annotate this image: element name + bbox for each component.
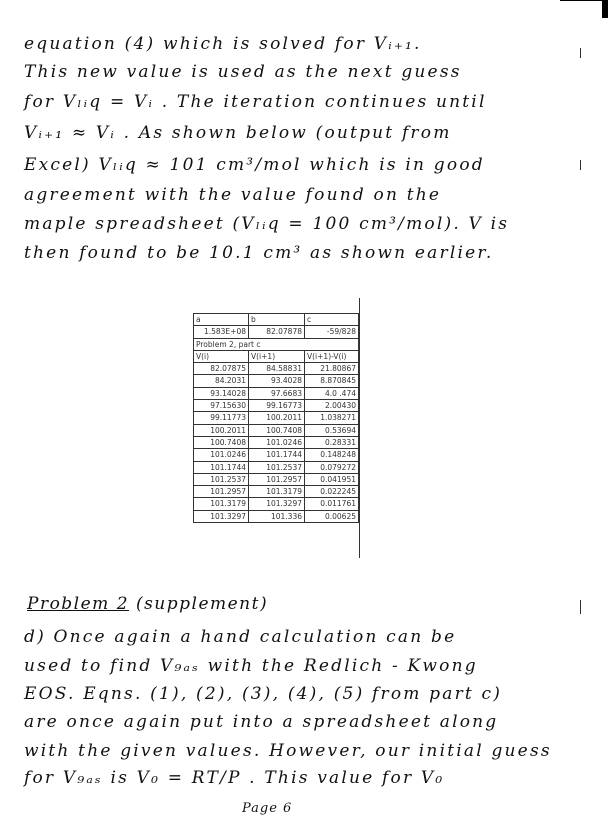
text-line: d) Once again a hand calculation can be: [24, 627, 457, 647]
margin-tick: [580, 160, 581, 170]
sheet-data-row: [193, 400, 359, 412]
text-line: Vᵢ₊₁ ≈ Vᵢ . As shown below (output from: [24, 123, 452, 143]
sheet-cell: 2.00430: [305, 400, 359, 412]
sheet-data-row: [193, 511, 359, 523]
sheet-cell: 82.07875: [193, 363, 249, 375]
sheet-edge-line: [359, 298, 360, 558]
sheet-cell: 99.11773: [193, 412, 249, 424]
sheet-cell: 101.336: [249, 511, 305, 523]
sheet-data-row: [193, 498, 359, 510]
sheet-cell: 100.7408: [249, 425, 305, 437]
sheet-cell: 4.0 .474: [305, 388, 359, 400]
sheet-data-row: [193, 425, 359, 437]
sheet-data-row: [193, 388, 359, 400]
sheet-cell: 101.0246: [249, 437, 305, 449]
sheet-header-cell: c: [305, 314, 359, 326]
sheet-cell: 100.7408: [193, 437, 249, 449]
text-line: agreement with the value found on the: [24, 185, 442, 205]
margin-tick: [580, 600, 581, 614]
sheet-cell: 101.2957: [249, 474, 305, 486]
sheet-cell: 101.1744: [249, 449, 305, 461]
sheet-data-row: [193, 412, 359, 424]
sheet-cell: 0.148248: [305, 449, 359, 461]
sheet-data-row: [193, 363, 359, 375]
sheet-column-header: V(i+1)-V(i): [305, 351, 359, 363]
text-line: used to find V₉ₐₛ with the Redlich - Kwong: [24, 656, 478, 676]
sheet-data-row: [193, 474, 359, 486]
text-line: EOS. Eqns. (1), (2), (3), (4), (5) from part c): [24, 684, 503, 704]
sheet-cell: 101.2537: [193, 474, 249, 486]
sheet-data-row: [193, 486, 359, 498]
sheet-data-row: [193, 375, 359, 387]
corner-mark: [602, 0, 608, 18]
sheet-cell: 0.022245: [305, 486, 359, 498]
text-line: for V₉ₐₛ is V₀ = RT/P . This value for V₀: [24, 768, 445, 788]
sheet-cell: -59/828: [305, 326, 359, 338]
top-edge-line: [560, 0, 608, 1]
text-line: with the given values. However, our initial guess: [24, 741, 552, 761]
sheet-cell: 0.079272: [305, 462, 359, 474]
sheet-columns-row: [193, 351, 359, 363]
text-line: maple spreadsheet (Vₗᵢq = 100 cm³/mol). V is: [24, 214, 510, 234]
sheet-cell: 100.2011: [193, 425, 249, 437]
sheet-header-cell: a: [193, 314, 249, 326]
sheet-params-row: [193, 326, 359, 338]
sheet-title-cell: Problem 2, part c: [193, 339, 359, 351]
sheet-column-header: V(i+1): [249, 351, 305, 363]
heading-title: Problem 2: [27, 594, 130, 614]
sheet-cell: 1.038271: [305, 412, 359, 424]
sheet-cell: 97.6683: [249, 388, 305, 400]
sheet-cell: 101.2957: [193, 486, 249, 498]
sheet-data-row: [193, 437, 359, 449]
text-line: equation (4) which is solved for Vᵢ₊₁.: [24, 34, 422, 54]
heading-suffix: (supplement): [135, 594, 269, 614]
text-line: This new value is used as the next guess: [24, 62, 462, 82]
page-number: Page 6: [242, 801, 293, 816]
sheet-cell: 97.15630: [193, 400, 249, 412]
sheet-cell: 100.2011: [249, 412, 305, 424]
sheet-cell: 101.3179: [193, 498, 249, 510]
sheet-cell: 0.28331: [305, 437, 359, 449]
sheet-title-row: [193, 339, 359, 351]
sheet-cell: 99.16773: [249, 400, 305, 412]
sheet-cell: 1.583E+08: [193, 326, 249, 338]
sheet-data-row: [193, 449, 359, 461]
sheet-cell: 0.041951: [305, 474, 359, 486]
excel-spreadsheet: [193, 313, 359, 523]
text-line: then found to be 10.1 cm³ as shown earlier.: [24, 243, 494, 263]
sheet-data-row: [193, 462, 359, 474]
sheet-cell: 93.4028: [249, 375, 305, 387]
sheet-cell: 101.0246: [193, 449, 249, 461]
sheet-cell: 93.14028: [193, 388, 249, 400]
sheet-cell: 101.1744: [193, 462, 249, 474]
margin-tick: [580, 48, 581, 58]
sheet-cell: 101.2537: [249, 462, 305, 474]
text-line: Excel) Vₗᵢq ≈ 101 cm³/mol which is in good: [24, 155, 485, 175]
sheet-cell: 0.53694: [305, 425, 359, 437]
sheet-header-row: [193, 313, 359, 326]
sheet-cell: 101.3297: [193, 511, 249, 523]
sheet-cell: 8.870845: [305, 375, 359, 387]
problem-heading: [27, 594, 268, 614]
sheet-cell: 21.80867: [305, 363, 359, 375]
text-line: for Vₗᵢq = Vᵢ . The iteration continues until: [24, 92, 487, 112]
sheet-body: [193, 363, 359, 523]
sheet-cell: 82.07878: [249, 326, 305, 338]
sheet-cell: 0.011761: [305, 498, 359, 510]
sheet-column-header: V(i): [193, 351, 249, 363]
sheet-cell: 101.3179: [249, 486, 305, 498]
sheet-cell: 0.00625: [305, 511, 359, 523]
sheet-cell: 84.58831: [249, 363, 305, 375]
text-line: are once again put into a spreadsheet along: [24, 712, 499, 732]
sheet-cell: 84.2031: [193, 375, 249, 387]
sheet-header-cell: b: [249, 314, 305, 326]
sheet-cell: 101.3297: [249, 498, 305, 510]
